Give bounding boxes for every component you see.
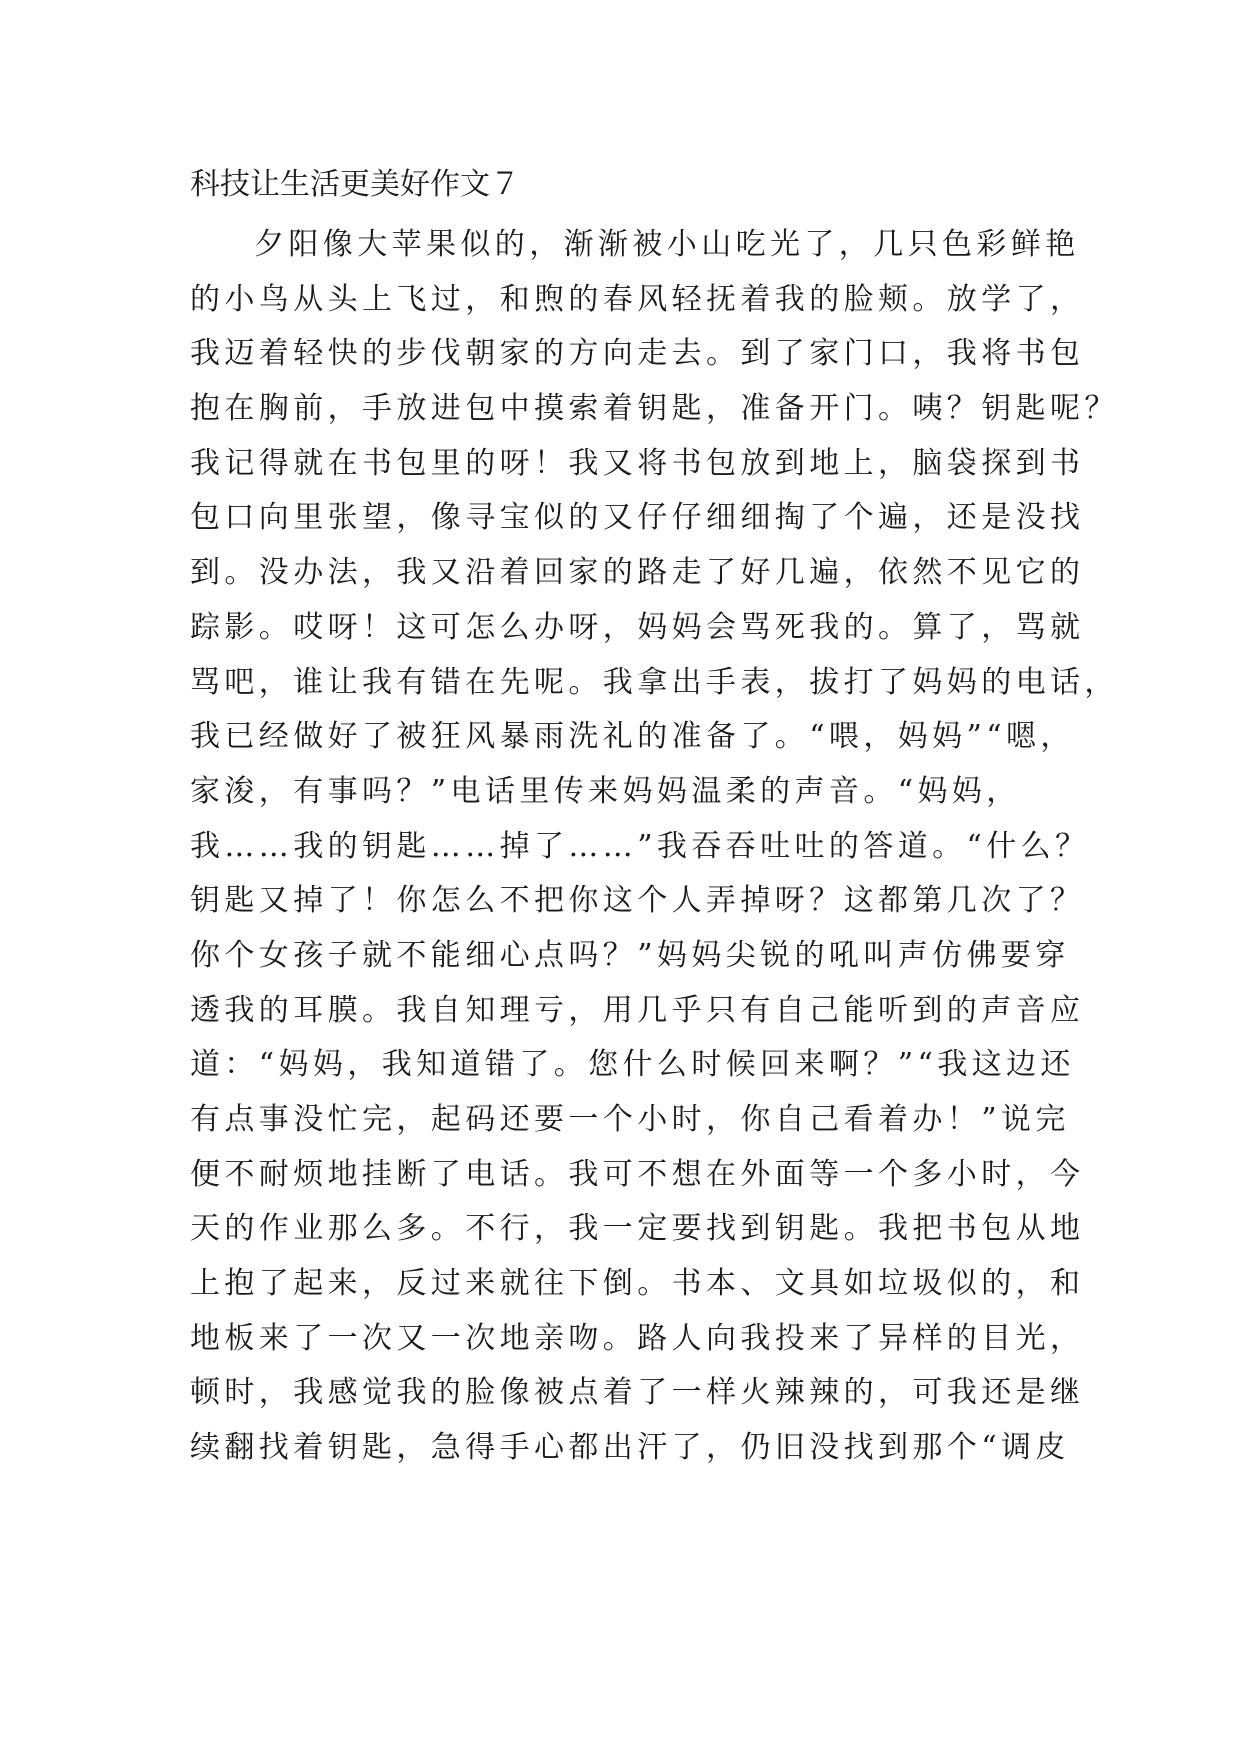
text-line: 地板来了一次又一次地亲吻。路人向我投来了异样的目光， — [190, 1320, 1085, 1356]
text-line: 续翻找着钥匙，急得手心都出汗了，仍旧没找到那个“调皮 — [190, 1430, 1070, 1466]
text-line: 上抱了起来，反过来就往下倒。书本、文具如垃圾似的，和 — [190, 1266, 1085, 1302]
text-line: 天的作业那么多。不行，我一定要找到钥匙。我把书包从地 — [190, 1211, 1085, 1247]
text-line: 夕阳像大苹果似的，渐渐被小山吃光了，几只色彩鲜艳 — [254, 227, 1080, 262]
text-line: 顿时，我感觉我的脸像被点着了一样火辣辣的，可我还是继 — [190, 1375, 1085, 1411]
text-line: 抱在胸前，手放进包中摸索着钥匙，准备开门。咦？钥匙呢？ — [190, 391, 1119, 427]
text-line: 你个女孩子就不能细心点吗？”妈妈尖锐的吼叫声仿佛要穿 — [190, 937, 1070, 973]
text-line: 包口向里张望，像寻宝似的又仔仔细细掏了个遍，还是没找 — [190, 500, 1085, 536]
document-title: 科技让生活更美好作文７ — [190, 167, 520, 202]
text-line: 我迈着轻快的步伐朝家的方向走去。到了家门口，我将书包 — [190, 336, 1085, 372]
text-line: 透我的耳膜。我自知理亏，用几乎只有自己能听到的声音应 — [190, 992, 1085, 1028]
text-line: 我……我的钥匙……掉了……”我吞吞吐吐的答道。“什么？ — [190, 828, 1090, 864]
text-line: 有点事没忙完，起码还要一个小时，你自己看着办！”说完 — [190, 1102, 1070, 1137]
text-line: 钥匙又掉了！你怎么不把你这个人弄掉呀？这都第几次了？ — [190, 883, 1085, 919]
text-line: 我记得就在书包里的呀！我又将书包放到地上，脑袋探到书 — [190, 445, 1085, 481]
essay-paragraph — [190, 218, 1119, 1476]
text-line: 家浚，有事吗？”电话里传来妈妈温柔的声音。“妈妈， — [190, 773, 1021, 809]
text-line: 骂吧，谁让我有错在先呢。我拿出手表，拔打了妈妈的电话， — [190, 664, 1119, 700]
text-line: 便不耐烦地挂断了电话。我可不想在外面等一个多小时，今 — [190, 1156, 1085, 1192]
text-line: 道：“妈妈，我知道错了。您什么时候回来啊？”“我这边还 — [190, 1047, 1075, 1083]
text-line: 的小鸟从头上飞过，和煦的春风轻抚着我的脸颊。放学了， — [190, 281, 1085, 317]
text-line: 我已经做好了被狂风暴雨洗礼的准备了。“喂，妈妈”“嗯， — [190, 719, 1075, 755]
text-line: 踪影。哎呀！这可怎么办呀，妈妈会骂死我的。算了，骂就 — [190, 609, 1085, 645]
text-line: 到。没办法，我又沿着回家的路走了好几遍，依然不见它的 — [190, 555, 1085, 591]
